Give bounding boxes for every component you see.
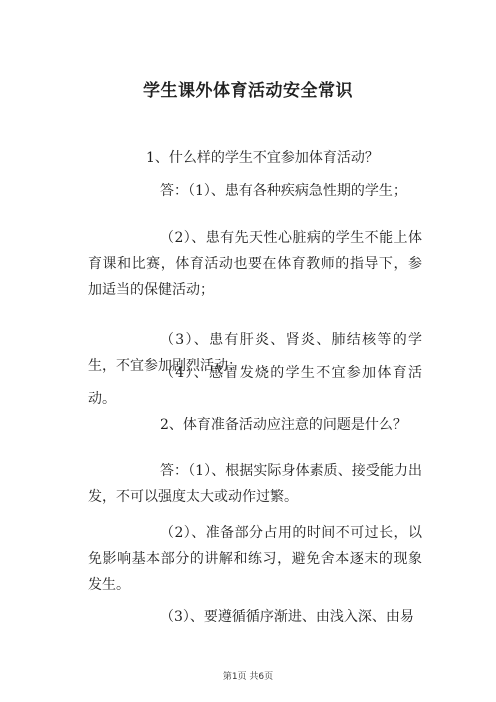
q1-answer-1: 答：（1）、患有各种疾病急性期的学生； — [160, 183, 407, 199]
document-title: 学生课外体育活动安全常识 — [143, 81, 353, 101]
page-indicator: 第1页 共6页 — [222, 672, 274, 682]
question-1: 1、什么样的学生不宜参加体育活动？ — [146, 150, 379, 166]
question-2: 2、体育准备活动应注意的问题是什么？ — [160, 417, 407, 433]
q2-answer-3: （3）、要遵循循序渐进、由浅入深、由易 — [160, 609, 414, 625]
q1-answer-4: （4）、感冒发烧的学生不宜参加体育活动。 — [88, 365, 422, 407]
q1-answer-3: （3）、患有肝炎、肾炎、肺结核等的学生，不宜参加剧烈活动； — [88, 332, 422, 374]
q2-answer-1: 答：（1）、根据实际身体素质、接受能力出发，不可以强度太大或动作过繁。 — [88, 463, 422, 505]
q2-answer-2: （2）、准备部分占用的时间不可过长，以免影响基本部分的讲解和练习，避免舍本逐末的现象发生。 — [88, 525, 422, 593]
q1-answer-2: （2）、患有先天性心脏病的学生不能上体育课和比赛，体育活动也要在体育教师的指导下，参加适当的保健活动； — [88, 230, 422, 298]
